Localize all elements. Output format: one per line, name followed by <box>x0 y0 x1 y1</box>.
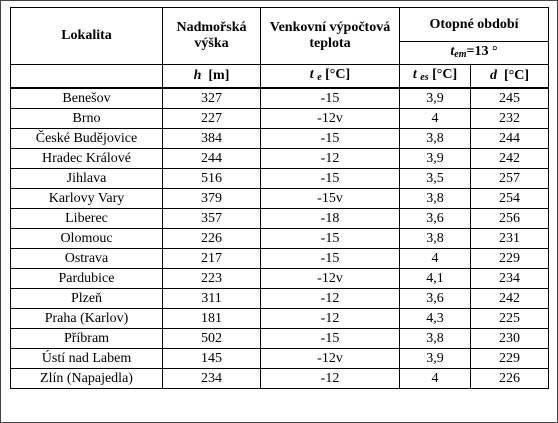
header-venkovni-teplota: Venkovní výpočtová teplota <box>261 8 400 65</box>
cell-lokalita: Benešov <box>11 88 163 109</box>
cell-tes: 4,3 <box>400 309 471 329</box>
header-te <box>261 65 400 89</box>
header-h <box>163 65 261 89</box>
cell-tes: 3,9 <box>400 88 471 109</box>
cell-teplota: -15 <box>261 88 400 109</box>
cell-teplota: -15 <box>261 329 400 349</box>
cell-lokalita: Karlovy Vary <box>11 189 163 209</box>
tem-value: =13 ° <box>466 43 498 59</box>
table-row <box>11 88 549 109</box>
climate-table <box>10 7 549 389</box>
cell-lokalita: Olomouc <box>11 229 163 249</box>
h-symbol: h <box>193 68 202 83</box>
cell-teplota: -12 <box>261 149 400 169</box>
cell-vyska: 181 <box>163 309 261 329</box>
cell-lokalita: Praha (Karlov) <box>11 309 163 329</box>
cell-vyska: 223 <box>163 269 261 289</box>
table-row <box>11 329 549 349</box>
table-row <box>11 169 549 189</box>
cell-d: 257 <box>471 169 549 189</box>
cell-lokalita: Pardubice <box>11 269 163 289</box>
tes-symbol: t <box>412 66 417 82</box>
cell-vyska: 234 <box>163 369 261 389</box>
cell-vyska: 227 <box>163 109 261 129</box>
cell-vyska: 226 <box>163 229 261 249</box>
table-row <box>11 249 549 269</box>
d-unit: [°C] <box>503 68 530 83</box>
table-row <box>11 209 549 229</box>
header-lokalita: Lokalita <box>11 8 163 65</box>
cell-teplota: -12v <box>261 349 400 369</box>
cell-d: 242 <box>471 149 549 169</box>
table-row <box>11 149 549 169</box>
cell-tes: 3,8 <box>400 329 471 349</box>
cell-d: 256 <box>471 209 549 229</box>
cell-d: 229 <box>471 349 549 369</box>
cell-d: 232 <box>471 109 549 129</box>
header-otopne-obdobi: Otopné období <box>400 8 549 42</box>
cell-lokalita: České Budějovice <box>11 129 163 149</box>
cell-teplota: -15v <box>261 189 400 209</box>
cell-tes: 4 <box>400 109 471 129</box>
cell-lokalita: Příbram <box>11 329 163 349</box>
cell-teplota: -12v <box>261 269 400 289</box>
table-row <box>11 309 549 329</box>
te-symbol: t <box>309 66 314 82</box>
cell-lokalita: Liberec <box>11 209 163 229</box>
cell-d: 234 <box>471 269 549 289</box>
cell-d: 254 <box>471 189 549 209</box>
table-row <box>11 189 549 209</box>
cell-d: 225 <box>471 309 549 329</box>
cell-teplota: -15 <box>261 169 400 189</box>
cell-d: 230 <box>471 329 549 349</box>
table-body <box>11 88 549 389</box>
cell-vyska: 357 <box>163 209 261 229</box>
cell-teplota: -15 <box>261 229 400 249</box>
cell-d: 245 <box>471 88 549 109</box>
header-tem <box>400 42 549 65</box>
cell-lokalita: Plzeň <box>11 289 163 309</box>
cell-d: 231 <box>471 229 549 249</box>
cell-teplota: -12 <box>261 309 400 329</box>
table-row <box>11 109 549 129</box>
table-row <box>11 289 549 309</box>
cell-teplota: -15 <box>261 129 400 149</box>
cell-tes: 4,1 <box>400 269 471 289</box>
tem-symbol: t <box>450 43 455 59</box>
cell-tes: 3,8 <box>400 229 471 249</box>
cell-d: 244 <box>471 129 549 149</box>
cell-vyska: 327 <box>163 88 261 109</box>
cell-teplota: -12v <box>261 109 400 129</box>
table-row <box>11 229 549 249</box>
cell-tes: 3,8 <box>400 189 471 209</box>
tem-subscript: em <box>454 48 467 60</box>
cell-lokalita: Hradec Králové <box>11 149 163 169</box>
cell-tes: 3,8 <box>400 129 471 149</box>
cell-teplota: -12 <box>261 289 400 309</box>
cell-lokalita: Jihlava <box>11 169 163 189</box>
cell-tes: 4 <box>400 249 471 269</box>
te-unit: [°C] <box>325 66 351 82</box>
cell-vyska: 311 <box>163 289 261 309</box>
cell-d: 226 <box>471 369 549 389</box>
table-row <box>11 269 549 289</box>
te-subscript: e <box>317 71 322 83</box>
cell-vyska: 244 <box>163 149 261 169</box>
table-row <box>11 129 549 149</box>
cell-lokalita: Brno <box>11 109 163 129</box>
header-empty <box>11 65 163 89</box>
cell-lokalita: Ostrava <box>11 249 163 269</box>
cell-teplota: -12 <box>261 369 400 389</box>
header-d <box>471 65 549 89</box>
header-tes <box>400 65 471 89</box>
table-row <box>11 369 549 389</box>
cell-tes: 3,6 <box>400 289 471 309</box>
cell-tes: 3,6 <box>400 209 471 229</box>
cell-d: 229 <box>471 249 549 269</box>
cell-tes: 3,5 <box>400 169 471 189</box>
tes-subscript: es <box>420 71 429 83</box>
cell-vyska: 217 <box>163 249 261 269</box>
cell-tes: 4 <box>400 369 471 389</box>
cell-d: 242 <box>471 289 549 309</box>
cell-vyska: 145 <box>163 349 261 369</box>
cell-vyska: 516 <box>163 169 261 189</box>
header-nadmorska-vyska: Nadmořská výška <box>163 8 261 65</box>
tes-unit: [°C] <box>432 66 458 82</box>
cell-lokalita: Zlín (Napajedla) <box>11 369 163 389</box>
table-row <box>11 349 549 369</box>
cell-teplota: -15 <box>261 249 400 269</box>
d-symbol: d <box>489 68 497 83</box>
h-unit: [m] <box>208 68 230 83</box>
cell-tes: 3,9 <box>400 149 471 169</box>
cell-vyska: 384 <box>163 129 261 149</box>
cell-vyska: 502 <box>163 329 261 349</box>
cell-tes: 3,9 <box>400 349 471 369</box>
cell-lokalita: Ústí nad Labem <box>11 349 163 369</box>
cell-vyska: 379 <box>163 189 261 209</box>
cell-teplota: -18 <box>261 209 400 229</box>
